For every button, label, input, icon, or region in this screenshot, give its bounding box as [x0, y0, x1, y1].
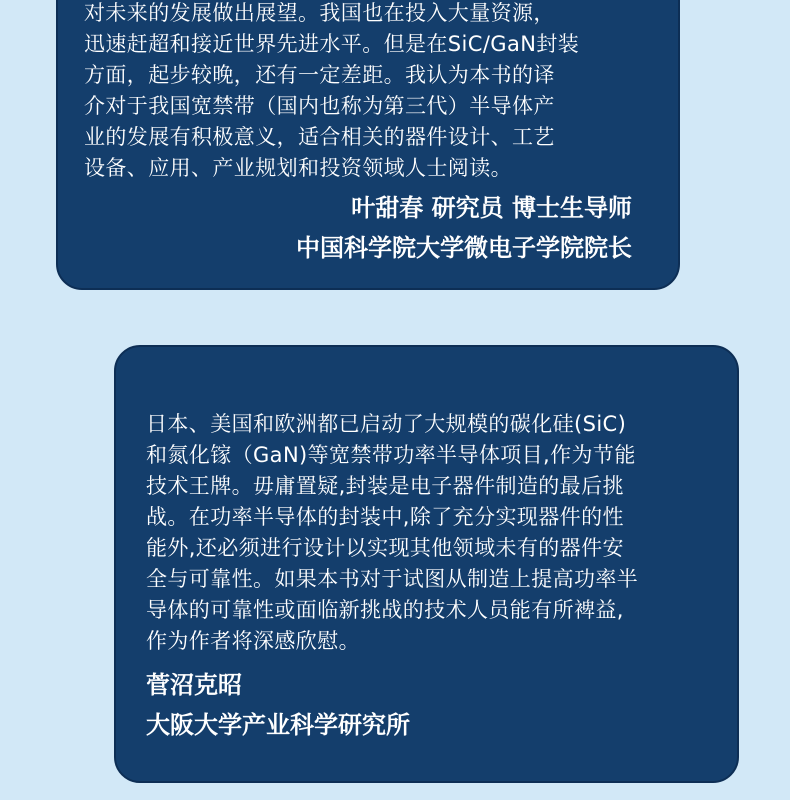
- text-line: 设备、应用、产业规划和投资领域人士阅读。: [84, 156, 512, 180]
- signature-name: 叶甜春 研究员 博士生导师: [351, 194, 632, 222]
- endorsement-card-bottom: [114, 345, 739, 783]
- endorsement-text: [146, 409, 638, 657]
- text-line: 迅速赶超和接近世界先进水平。但是在SiC/GaN封装: [84, 32, 580, 56]
- text-line: 作为作者将深感欣慰。: [146, 629, 360, 653]
- text-line: 和氮化镓（GaN)等宽禁带功率半导体项目,作为节能: [146, 443, 636, 467]
- signature-name: 菅沼克昭: [146, 671, 242, 699]
- signature-title: 大阪大学产业科学研究所: [146, 711, 410, 739]
- endorsement-card-top: [56, 0, 680, 290]
- text-line: 导体的可靠性或面临新挑战的技术人员能有所裨益,: [146, 598, 624, 622]
- text-line: 对未来的发展做出展望。我国也在投入大量资源，: [84, 1, 555, 25]
- text-line: 能外,还必须进行设计以实现其他领域未有的器件安: [146, 536, 624, 560]
- endorsement-text: [84, 0, 579, 184]
- text-line: 介对于我国宽禁带（国内也称为第三代）半导体产: [84, 94, 555, 118]
- text-line: 战。在功率半导体的封装中,除了充分实现器件的性: [146, 505, 624, 529]
- text-line: 技术王牌。毋庸置疑,封装是电子器件制造的最后挑: [146, 474, 624, 498]
- text-line: 日本、美国和欧洲都已启动了大规模的碳化硅(SiC): [146, 412, 627, 436]
- text-line: 全与可靠性。如果本书对于试图从制造上提高功率半: [146, 567, 639, 591]
- text-line: 业的发展有积极意义，适合相关的器件设计、工艺: [84, 125, 555, 149]
- signature-title: 中国科学院大学微电子学院院长: [296, 234, 632, 262]
- text-line: 方面，起步较晚，还有一定差距。我认为本书的译: [84, 63, 555, 87]
